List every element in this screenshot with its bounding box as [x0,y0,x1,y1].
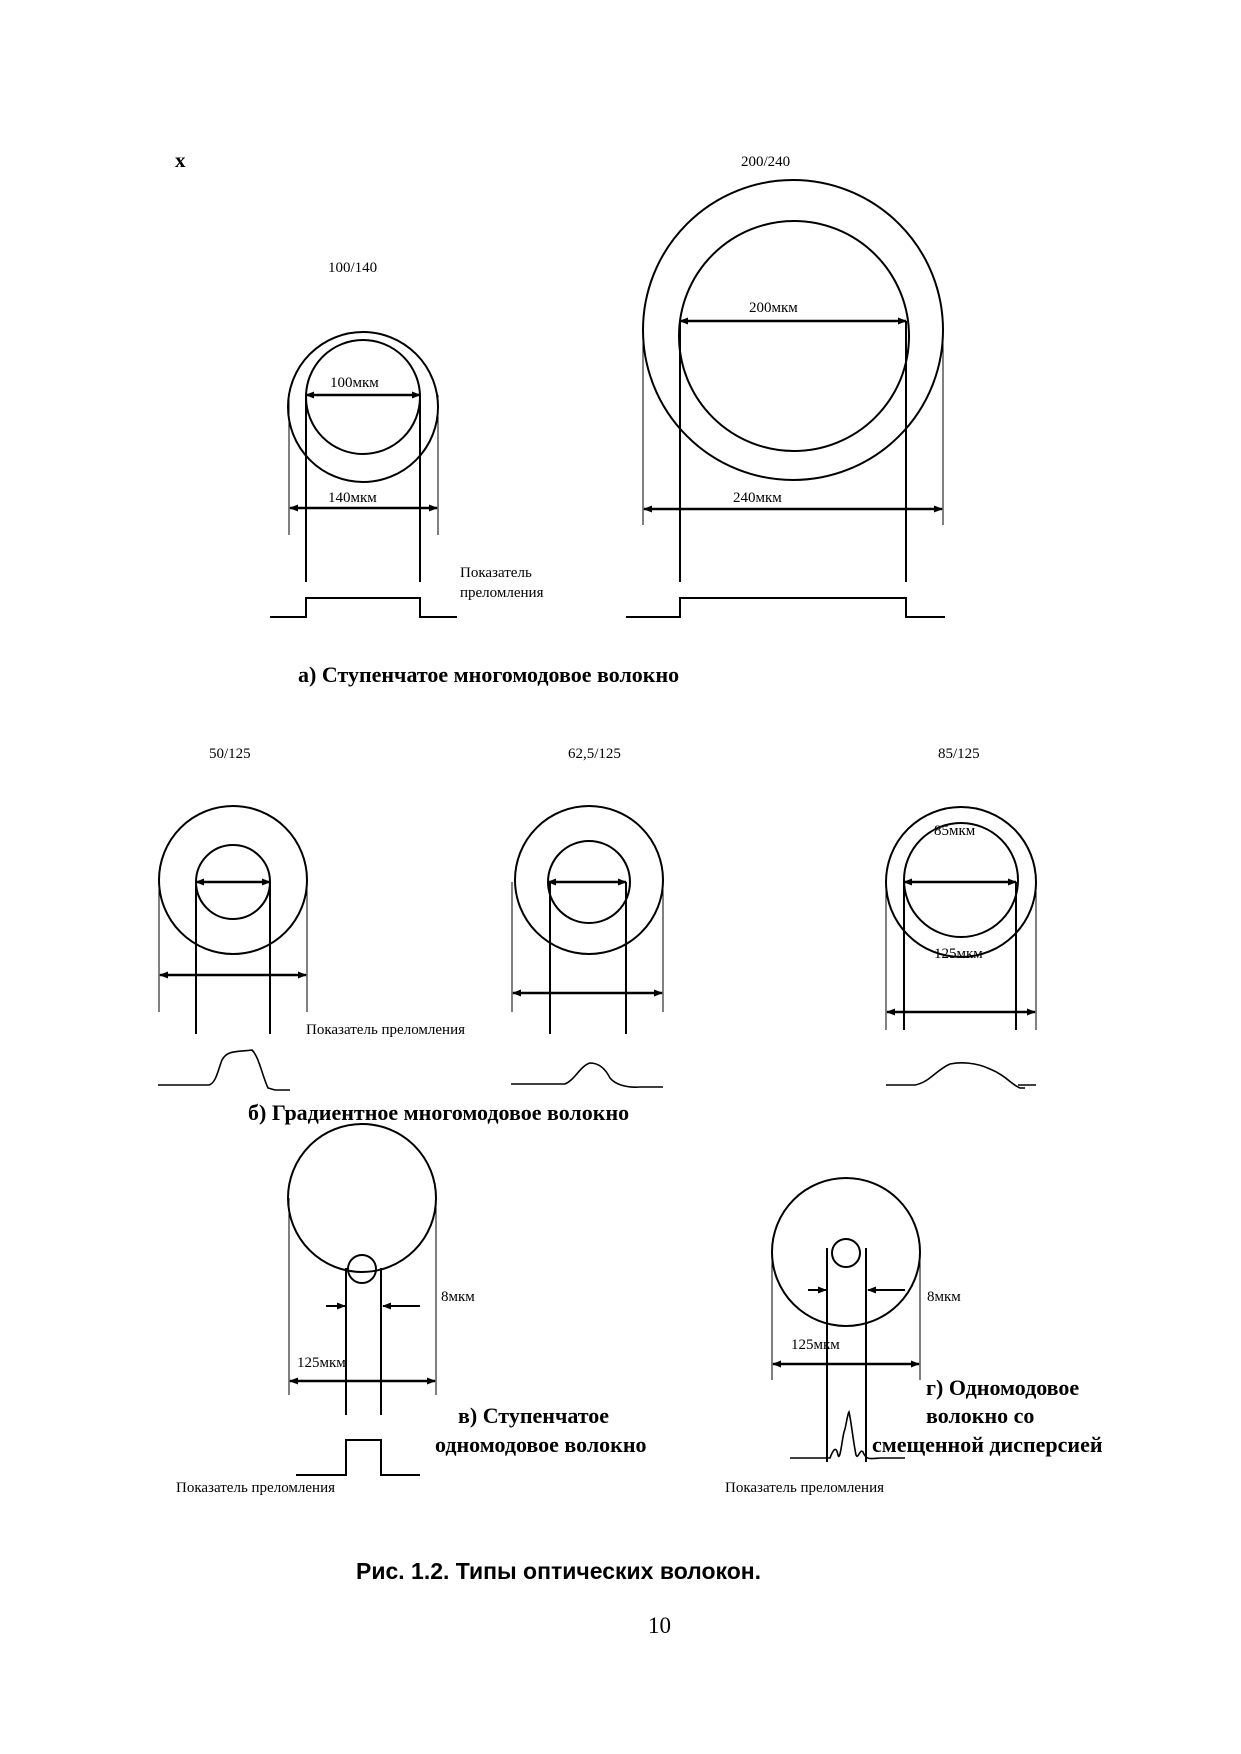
step-index-profile-2 [626,598,945,617]
fiber-100-140-cladding-dimension: 140мкм [328,490,377,506]
fiber-200-240-label: 200/240 [741,154,791,170]
dispersion-shifted-core-dimension: 8мкм [927,1289,961,1305]
single-mode-core-dimension: 8мкм [441,1289,475,1305]
fiber-50-125-diagram [158,806,307,1090]
fiber-200-240-cladding-dimension: 240мкм [733,490,782,506]
fiber-100-140-core-dimension: 100мкм [330,375,379,391]
single-mode-core [348,1255,376,1283]
dispersion-shifted-fiber-diagram [772,1178,920,1462]
corner-mark: x [175,148,186,172]
fiber-62-5-125-cladding [515,806,663,954]
graded-index-profile-3 [886,1063,1036,1088]
graded-index-profile-1 [158,1050,290,1090]
fiber-50-125-label: 50/125 [209,746,251,762]
step-index-profile-1 [270,598,457,617]
section-a-title: а) Ступенчатое многомодовое волокно [298,662,680,687]
section-c-title-line1: в) Ступенчатое [458,1403,610,1428]
fiber-50-125-cladding [159,806,307,954]
graded-index-profile-2 [511,1063,663,1087]
fiber-85-125-core-dimension: 85мкм [934,823,976,839]
section-d-title-line1: г) Одномодовое [926,1375,1080,1400]
dispersion-shifted-core [832,1239,860,1267]
fiber-62-5-125-label: 62,5/125 [568,746,621,762]
refractive-index-label-d: Показатель преломления [725,1480,885,1496]
fiber-100-140-label: 100/140 [328,260,378,276]
fiber-85-125-cladding-dimension: 125мкм [934,946,983,962]
single-mode-cladding-dimension: 125мкм [297,1355,346,1371]
fiber-85-125-core [904,823,1018,937]
refractive-index-label-b: Показатель преломления [306,1022,466,1038]
refractive-index-label-c: Показатель преломления [176,1480,336,1496]
single-mode-cladding [288,1124,436,1272]
figure-caption: Рис. 1.2. Типы оптических волокон. [356,1558,762,1584]
fiber-85-125-label: 85/125 [938,746,980,762]
refractive-index-label-a-line1: Показатель [460,565,532,581]
section-d-title-line2: волокно со [926,1403,1035,1428]
page-number: 10 [648,1613,671,1638]
refractive-index-label-a-line2: преломления [460,585,544,601]
dispersion-shifted-cladding [772,1178,920,1326]
section-c-title-line2: одномодовое волокно [435,1432,647,1457]
fiber-100-140-core [306,340,420,454]
single-mode-fiber-diagram [288,1124,436,1475]
fiber-200-240-diagram [626,180,945,617]
section-b-title: б) Градиентное многомодовое волокно [248,1100,630,1125]
fiber-200-240-core-dimension: 200мкм [749,300,798,316]
section-d-title-line3: смещенной дисперсией [872,1432,1103,1457]
fiber-200-240-cladding [643,180,943,480]
step-index-profile-single-mode [296,1440,420,1475]
dispersion-shifted-cladding-dimension: 125мкм [791,1337,840,1353]
fiber-200-240-core [679,221,909,451]
fiber-62-5-125-diagram [511,806,663,1087]
fiber-100-140-cladding [288,332,438,482]
